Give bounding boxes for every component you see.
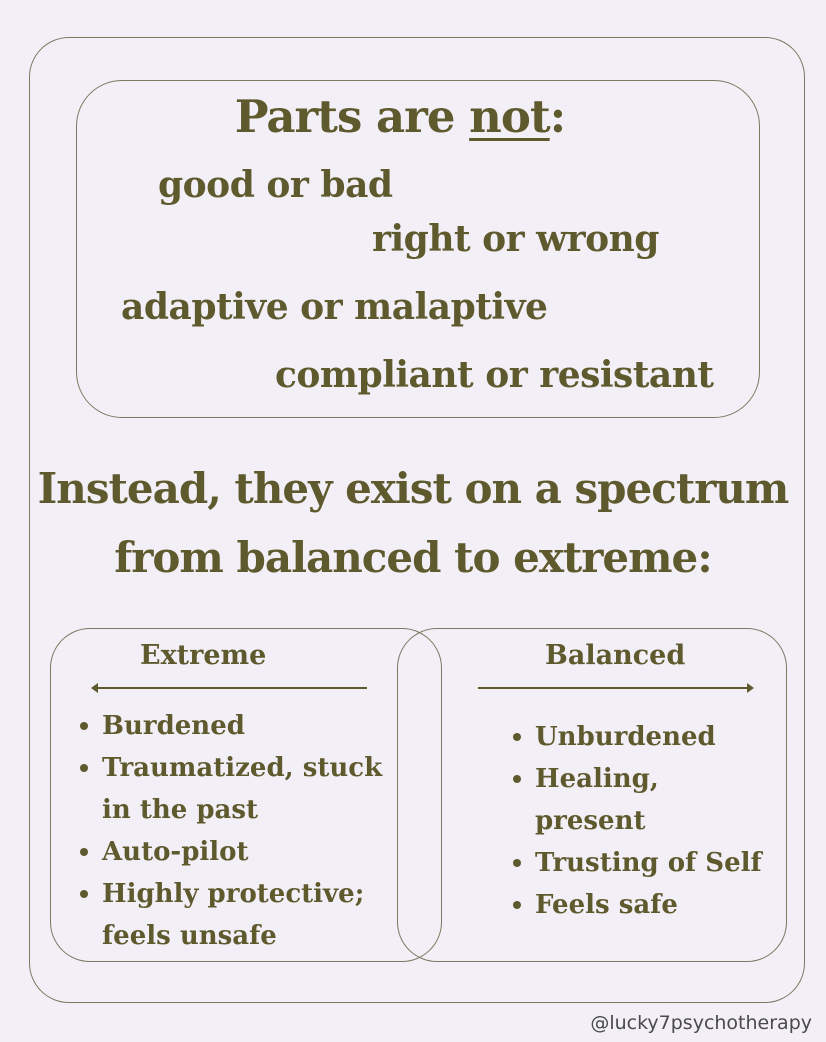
- list-item: Burdened: [80, 705, 390, 747]
- list-item: Unburdened: [513, 716, 773, 758]
- instead-line-2: from balanced to extreme:: [114, 533, 712, 582]
- not-item-compliant: compliant or resistant: [275, 354, 714, 396]
- list-item: Healing,: [513, 758, 773, 800]
- balanced-title: Balanced: [545, 640, 686, 671]
- list-item: present: [535, 806, 646, 836]
- not-item-adaptive: adaptive or malaptive: [121, 286, 548, 328]
- arrow-left-icon: [95, 687, 367, 689]
- arrow-right-icon: [478, 687, 750, 689]
- social-handle: @lucky7psychotherapy: [590, 1012, 812, 1034]
- instead-line-1: Instead, they exist on a spectrum: [37, 464, 789, 513]
- list-item: Auto-pilot: [80, 831, 390, 873]
- list-item: in the past: [102, 795, 259, 825]
- parts-heading: [0, 90, 800, 143]
- list-item: Highly protective;: [80, 873, 390, 915]
- heading-suffix: :: [549, 90, 566, 143]
- list-item: Feels safe: [513, 884, 773, 926]
- balanced-list: [513, 716, 773, 926]
- heading-emphasis: not: [469, 90, 550, 143]
- not-item-good-bad: good or bad: [158, 164, 393, 206]
- list-item: Traumatized, stuck: [80, 747, 390, 789]
- not-item-right-wrong: right or wrong: [372, 218, 659, 260]
- list-item: Trusting of Self: [513, 842, 773, 884]
- list-item: feels unsafe: [102, 921, 277, 951]
- extreme-title: Extreme: [140, 640, 267, 671]
- heading-prefix: Parts are: [234, 90, 470, 143]
- extreme-list: [80, 705, 390, 957]
